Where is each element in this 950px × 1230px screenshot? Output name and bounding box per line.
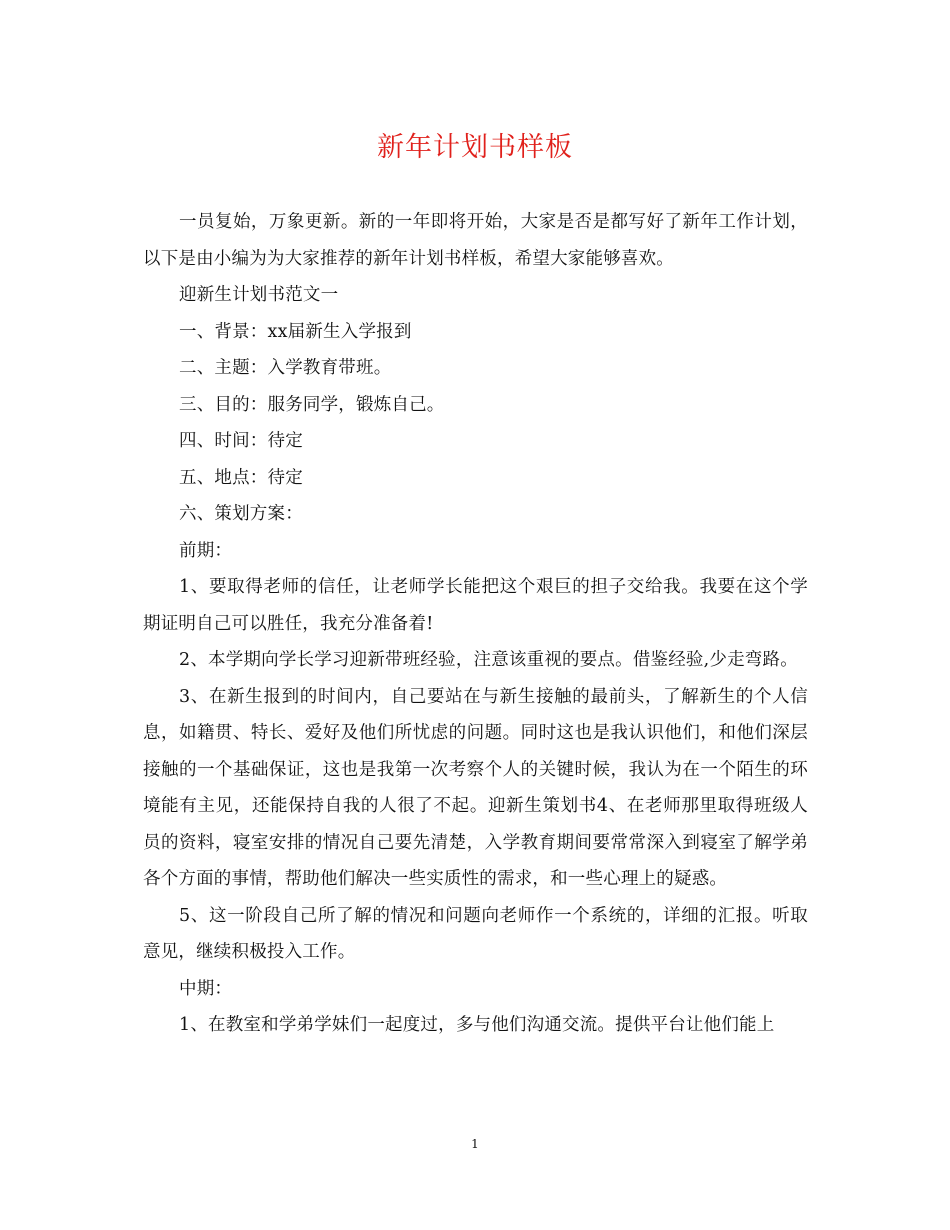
document-body bbox=[143, 204, 808, 1044]
paragraph: 5、这一阶段自己所了解的情况和问题向老师作一个系统的，详细的汇报。听取意见，继续积极投入工作。 bbox=[143, 905, 808, 962]
paragraph: 四、时间：待定 bbox=[179, 431, 303, 451]
paragraph: 1、在教室和学弟学妹们一起度过，多与他们沟通交流。提供平台让他们能上 bbox=[179, 1015, 775, 1035]
paragraph: 前期： bbox=[179, 540, 233, 561]
paragraph: 迎新生计划书范文一 bbox=[179, 285, 339, 305]
document-title: 新年计划书样板 bbox=[377, 132, 573, 163]
paragraph: 1、要取得老师的信任，让老师学长能把这个艰巨的担子交给我。我要在这个学期证明自己可以胜任，我充分准备着! bbox=[143, 577, 808, 634]
paragraph: 一员复始，万象更新。新的一年即将开始，大家是否是都写好了新年工作计划，以下是由小编为为大家推荐的新年计划书样板，希望大家能够喜欢。 bbox=[143, 212, 808, 269]
paragraph: 2、本学期向学长学习迎新带班经验，注意该重视的要点。借鉴经验,少走弯路。 bbox=[179, 650, 798, 670]
paragraph: 三、目的：服务同学，锻炼自己。 bbox=[179, 394, 445, 415]
paragraph: 一、背景：xx届新生入学报到 bbox=[179, 321, 412, 342]
paragraph: 3、在新生报到的时间内，自己要站在与新生接触的最前头，了解新生的个人信息，如籍贯、特长、爱好及他们所忧虑的问题。同时这也是我认识他们，和他们深层接触的一个基础保证，这也是我第一次考察个人的关键时候，我认为在一个陌生的环境能有主见，还能保持自我的人很了不起。迎新生策划书4、在老师那里取得班级人员的资料，寝室安排的情况自己要先清楚，入学教育期间要常常深入到寝室了解学弟各个方面的事情，帮助他们解决一些实质性的需求，和一些心理上的疑惑。 bbox=[143, 686, 808, 889]
paragraph: 六、策划方案： bbox=[179, 504, 303, 524]
page-number: 1 bbox=[471, 1137, 479, 1151]
paragraph: 中期： bbox=[179, 978, 233, 999]
paragraph: 二、主题：入学教育带班。 bbox=[179, 358, 392, 378]
paragraph: 五、地点：待定 bbox=[179, 467, 303, 488]
